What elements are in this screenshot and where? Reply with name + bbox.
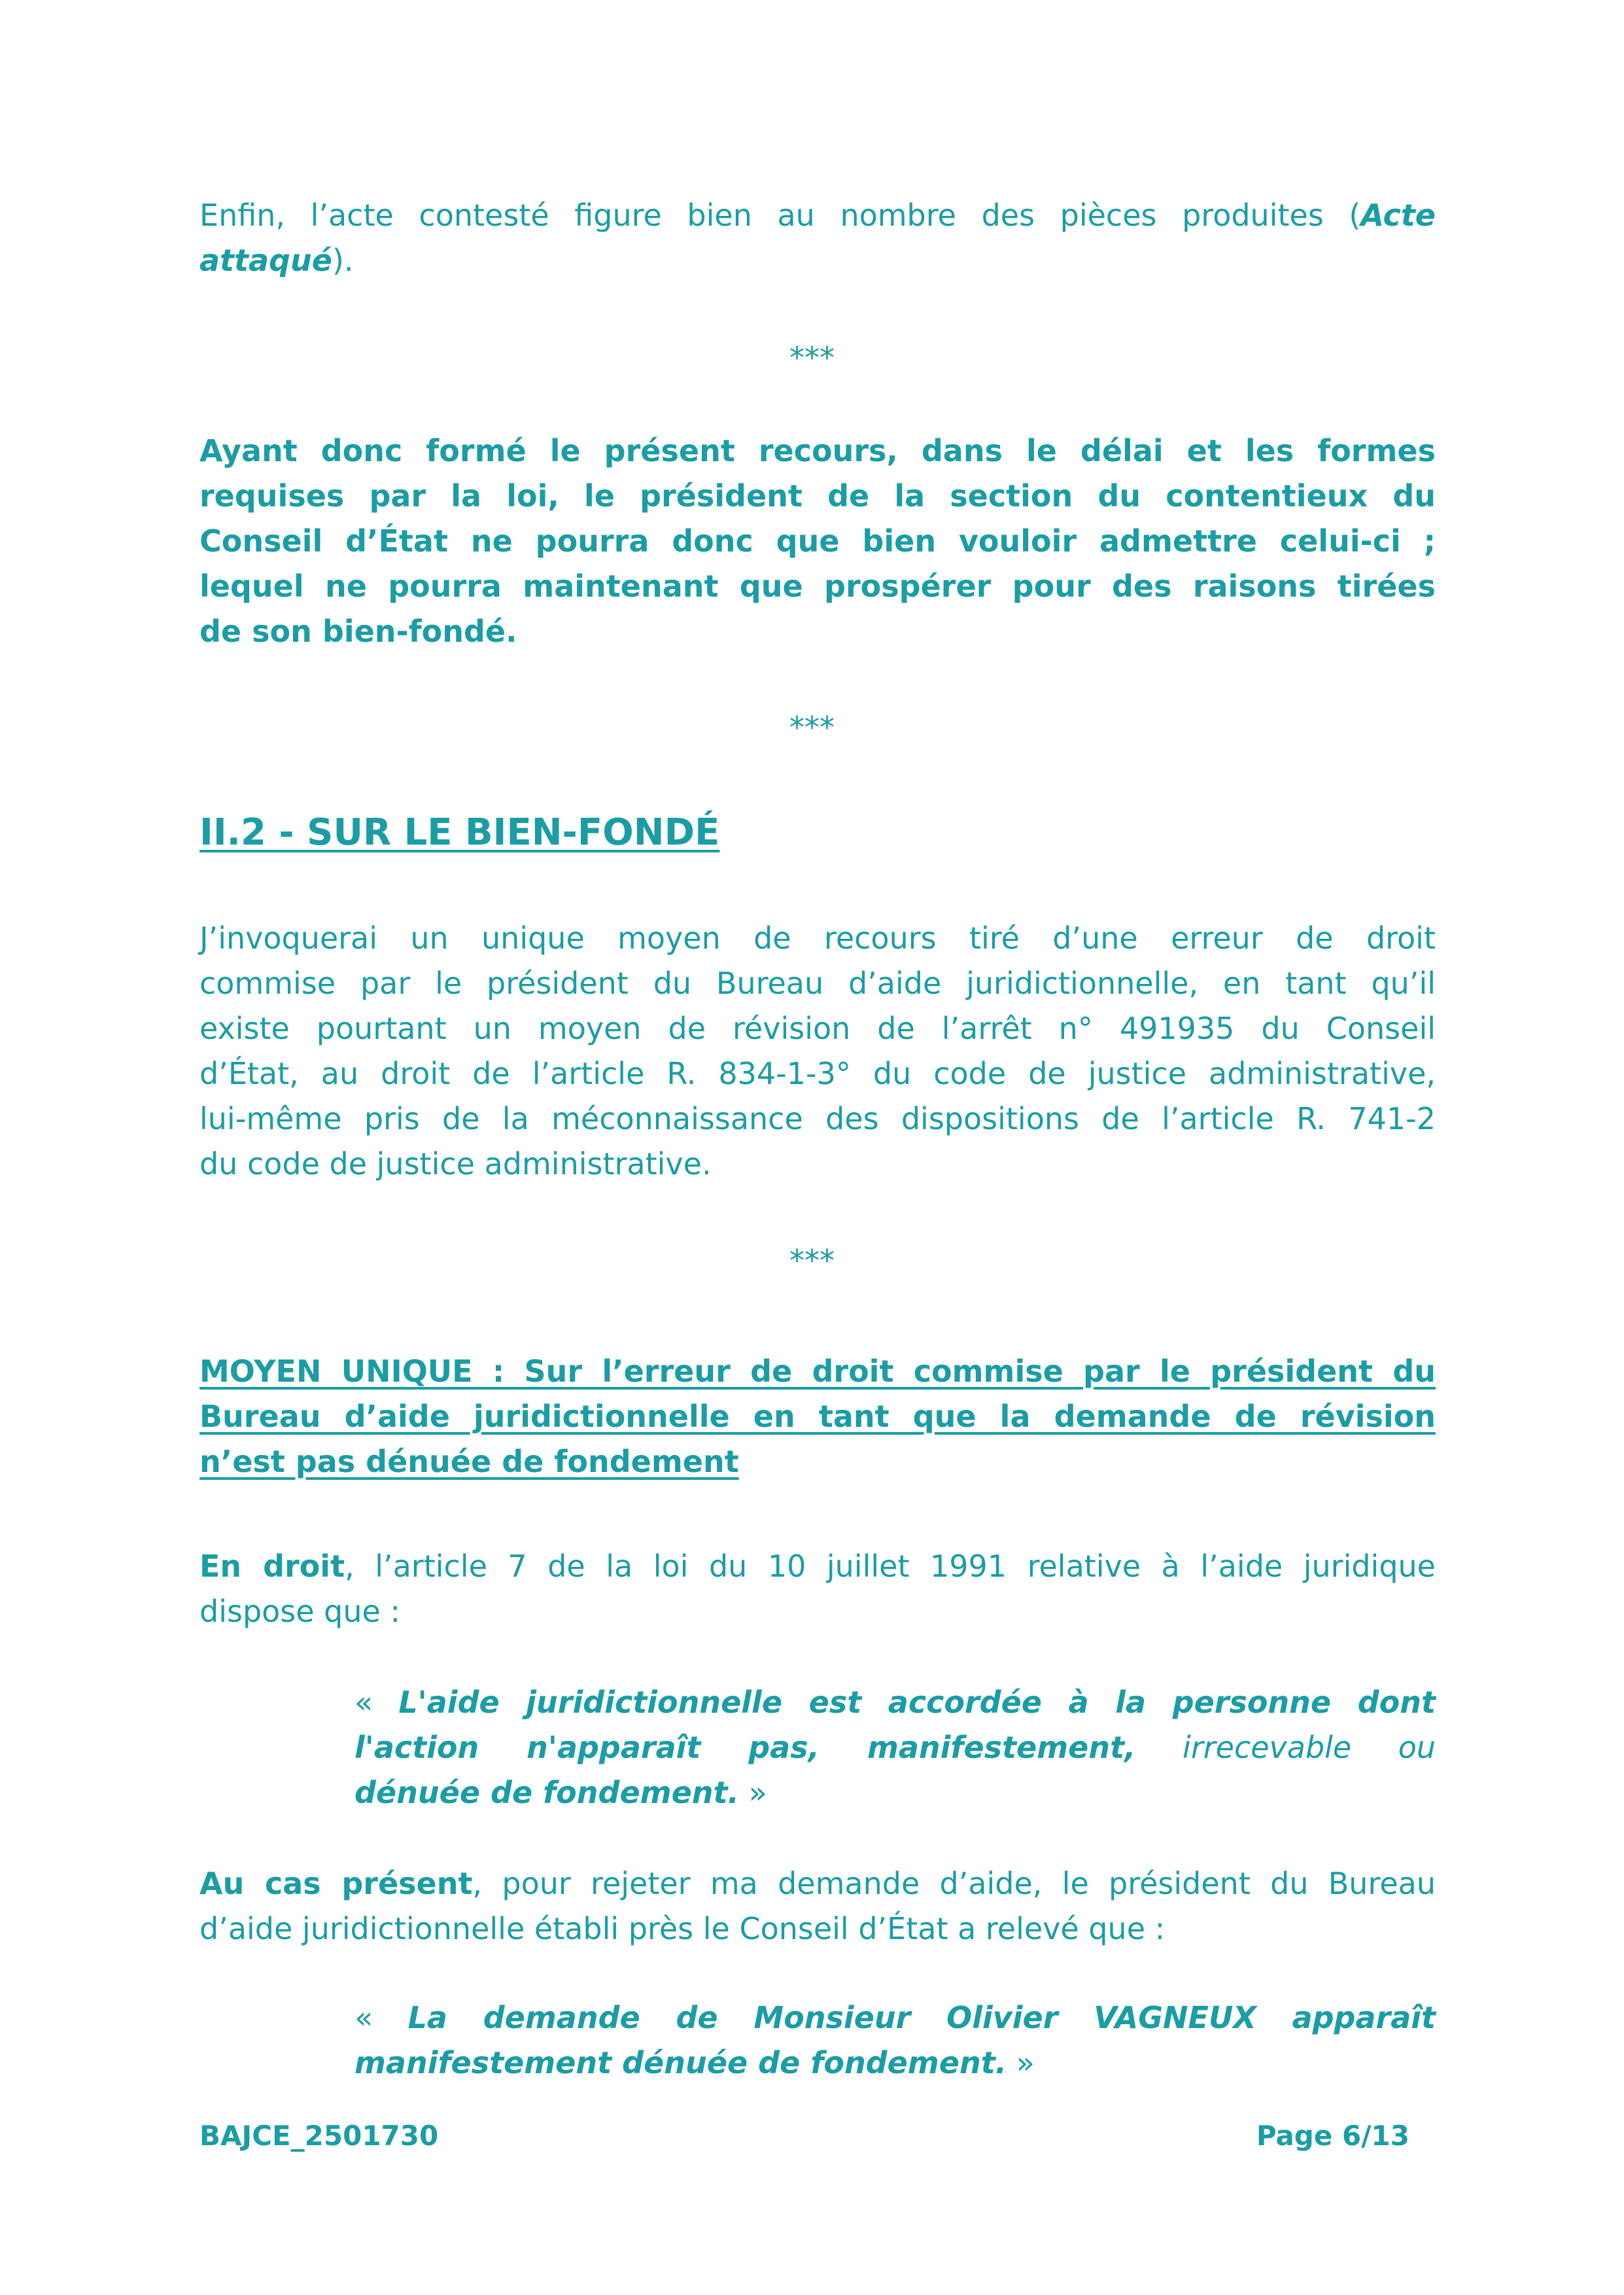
text-segment: » <box>739 1775 767 1810</box>
text-line <box>354 2041 1436 2086</box>
text-segment: du code de justice administrative. <box>199 1146 712 1182</box>
text-line <box>199 519 1436 564</box>
text-segment: d’État, au droit de l’article R. 834-1-3° du code de justice administrative, <box>199 1056 1436 1091</box>
text-line <box>199 1439 1436 1484</box>
text-segment: Conseil d’État ne pourra donc que bien vouloir admettre celui-ci ; <box>199 523 1436 559</box>
separator: *** <box>789 340 835 376</box>
text-line <box>199 1096 1436 1142</box>
paragraph-en-droit <box>199 1544 1436 1634</box>
text-segment: « <box>354 1685 399 1720</box>
quote-article-7 <box>354 1680 1436 1815</box>
paragraph-au-cas-present <box>199 1861 1436 1952</box>
text-line <box>199 564 1436 609</box>
text-line <box>199 1006 1436 1051</box>
text-segment: attaqué <box>199 243 332 278</box>
text-line <box>199 1051 1436 1096</box>
text-segment: , pour rejeter ma demande d’aide, le président du Bureau <box>472 1866 1436 1901</box>
text-segment: dénuée de fondement. <box>354 1775 740 1810</box>
text-segment: J’invoquerai un unique moyen de recours tiré d’une erreur de droit <box>199 920 1436 956</box>
text-segment: » <box>1007 2045 1035 2080</box>
text-segment: Ayant donc formé le présent recours, dans le délai et les formes <box>199 433 1436 468</box>
text-line <box>199 609 1436 654</box>
text-segment: En droit <box>199 1549 345 1584</box>
text-segment: lui-même pris de la méconnaissance des dispositions de l’article R. 741-2 <box>199 1101 1436 1136</box>
text-line <box>199 1349 1436 1394</box>
text-segment: ). <box>332 243 354 278</box>
text-segment: La demande de Monsieur Olivier VAGNEUX apparaît <box>407 2000 1436 2035</box>
text-segment: commise par le président du Bureau d’aide juridictionnelle, en tant qu’il <box>199 966 1436 1001</box>
text-segment: irrecevable ou <box>1135 1730 1436 1765</box>
text-segment: de son bien-fondé. <box>199 614 517 649</box>
section-heading: II.2 - SUR LE BIEN-FONDÉ <box>199 811 720 854</box>
text-segment: Au cas présent <box>199 1866 473 1901</box>
text-segment: Acte <box>1360 198 1436 233</box>
text-line <box>199 1906 1436 1952</box>
paragraph-conclusion-recevabilite <box>199 429 1436 654</box>
text-line <box>199 429 1436 474</box>
text-line <box>354 1770 1436 1815</box>
paragraph-enfin <box>199 193 1436 283</box>
text-segment: Enfin, l’acte contesté figure bien au nombre des pièces produites ( <box>199 198 1361 233</box>
separator: *** <box>789 1243 835 1278</box>
text-line <box>199 1142 1436 1187</box>
separator: *** <box>789 710 835 745</box>
text-line <box>199 474 1436 519</box>
text-line <box>199 1589 1436 1634</box>
text-segment: L'aide juridictionnelle est accordée à la personne dont <box>398 1685 1436 1720</box>
text-segment: d’aide juridictionnelle établi près le Conseil d’État a relevé que : <box>199 1911 1166 1946</box>
text-segment: « <box>354 2000 408 2035</box>
text-segment: , l’article 7 de la loi du 10 juillet 1991 relative à l’aide juridique <box>345 1549 1436 1584</box>
text-segment: MOYEN UNIQUE : Sur l’erreur de droit commise par le président du <box>199 1354 1436 1389</box>
text-segment: requises par la loi, le président de la section du contentieux du <box>199 478 1436 514</box>
text-line <box>354 1725 1436 1770</box>
footer-page-number: Page 6/13 <box>1256 2120 1409 2152</box>
text-segment: Bureau d’aide juridictionnelle en tant que la demande de révision <box>199 1399 1436 1434</box>
text-segment: l'action n'apparaît pas, manifestement, <box>354 1730 1136 1765</box>
text-segment: lequel ne pourra maintenant que prospérer pour des raisons tirées <box>199 569 1436 604</box>
text-line <box>199 238 1436 283</box>
text-segment: dispose que : <box>199 1594 400 1629</box>
text-line <box>199 1394 1436 1439</box>
text-line <box>199 916 1436 961</box>
text-line <box>354 1995 1436 2041</box>
text-segment: manifestement dénuée de fondement. <box>354 2045 1007 2080</box>
text-line <box>199 1544 1436 1589</box>
text-line <box>199 193 1436 238</box>
quote-decision <box>354 1995 1436 2086</box>
text-segment: n’est pas dénuée de fondement <box>199 1444 739 1479</box>
text-line <box>354 1680 1436 1725</box>
text-segment: existe pourtant un moyen de révision de l’arrêt n° 491935 du Conseil <box>199 1011 1436 1046</box>
footer-reference: BAJCE_2501730 <box>199 2120 439 2152</box>
paragraph-moyen-invoque <box>199 916 1436 1187</box>
text-line <box>199 961 1436 1006</box>
text-line <box>199 1861 1436 1906</box>
moyen-unique-heading <box>199 1349 1436 1484</box>
